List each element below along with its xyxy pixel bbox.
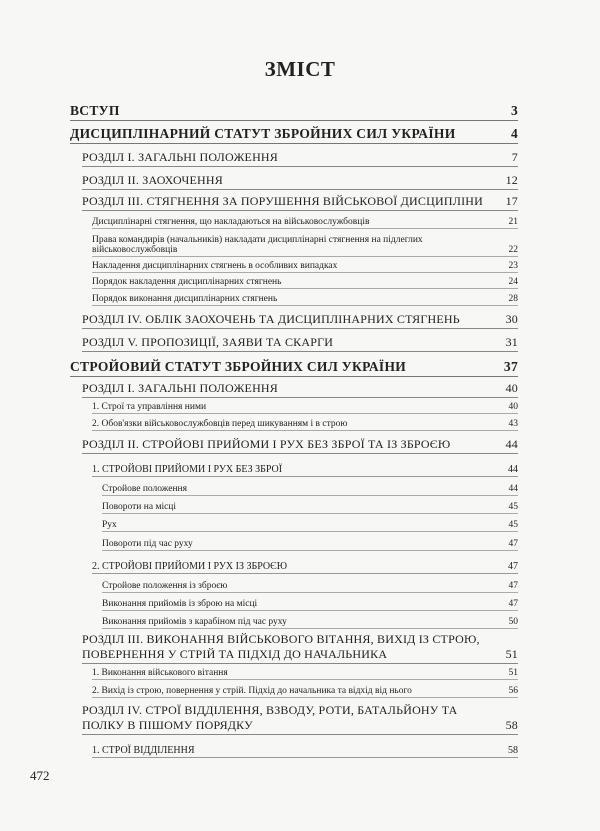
toc-entry-title: РОЗДІЛ V. ПРОПОЗИЦІЇ, ЗАЯВИ ТА СКАРГИ — [82, 335, 334, 349]
toc-entry[interactable] — [102, 611, 518, 629]
toc-entry[interactable] — [92, 229, 518, 257]
toc-entry[interactable] — [92, 664, 518, 680]
toc-entry[interactable] — [92, 551, 518, 574]
toc-entry[interactable] — [92, 289, 518, 306]
toc-entry-title: 1. Виконання військового вітання — [92, 668, 228, 678]
toc-entry-page: 47 — [508, 599, 518, 609]
toc-entry-page: 47 — [508, 581, 518, 591]
toc-entry-page: 12 — [505, 173, 518, 187]
toc-entry-page: 17 — [505, 194, 518, 208]
toc-entry[interactable] — [102, 496, 518, 514]
toc-entry[interactable] — [82, 167, 518, 190]
toc-entry[interactable] — [92, 680, 518, 698]
page-title: ЗМІСТ — [264, 57, 336, 81]
toc-entry[interactable] — [82, 698, 518, 735]
toc-entry[interactable] — [70, 121, 518, 144]
toc-entry-page: 47 — [508, 561, 518, 572]
toc-entry[interactable] — [82, 629, 518, 664]
toc-entry[interactable] — [70, 100, 518, 121]
toc-entry-title: СТРОЙОВИЙ СТАТУТ ЗБРОЙНИХ СИЛ УКРАЇНИ — [70, 359, 407, 374]
toc-entry[interactable] — [82, 306, 518, 329]
toc-entry[interactable] — [102, 532, 518, 551]
toc-entry-title: РОЗДІЛ ІІІ. ВИКОНАННЯ ВІЙСЬКОВОГО ВІТАННЯ, ВИХІД ІЗ СТРОЮ, ПОВЕРНЕННЯ У СТРІЙ ТА ПІДХІД ДО НАЧАЛЬНИКА — [82, 632, 480, 661]
toc-entry-title: Порядок виконання дисциплінарних стягнень — [92, 294, 278, 304]
toc-entry[interactable] — [102, 477, 518, 496]
toc-entry[interactable] — [82, 144, 518, 167]
toc-entry-page: 37 — [503, 359, 518, 374]
toc-entry-page: 23 — [508, 261, 518, 271]
toc-entry-title: РОЗДІЛ ІІ. ЗАОХОЧЕННЯ — [82, 173, 223, 187]
toc-entry-page: 40 — [508, 402, 518, 412]
toc-entry-page: 50 — [508, 617, 518, 627]
toc-entry-page: 58 — [505, 718, 518, 732]
toc-entry-page: 58 — [508, 745, 518, 756]
toc-entry-page: 43 — [508, 419, 518, 429]
toc-entry-title: Дисциплінарні стягнення, що накладаються на військовослужбовців — [92, 217, 370, 227]
toc-entry-page: 21 — [508, 217, 518, 227]
toc-entry[interactable] — [70, 352, 518, 377]
toc-entry[interactable] — [92, 273, 518, 289]
toc-entry[interactable] — [82, 377, 518, 398]
toc-entry-title: 2. СТРОЙОВІ ПРИЙОМИ І РУХ ІЗ ЗБРОЄЮ — [92, 561, 288, 572]
toc-entry-page: 40 — [505, 381, 518, 395]
table-of-contents — [70, 100, 518, 758]
toc-entry-page: 45 — [508, 502, 518, 512]
toc-entry-title: 2. Обов'язки військовослужбовців перед шикуванням і в строю — [92, 419, 348, 429]
toc-entry-title: Повороти під час руху — [102, 539, 193, 549]
toc-entry-page: 51 — [508, 668, 518, 678]
toc-entry-title: Стройове положення із зброєю — [102, 581, 228, 591]
toc-entry-page: 44 — [505, 437, 518, 451]
toc-entry[interactable] — [102, 593, 518, 611]
toc-entry-page: 51 — [505, 647, 518, 661]
toc-entry-title: Накладення дисциплінарних стягнень в особливих випадках — [92, 261, 338, 271]
toc-entry[interactable] — [82, 431, 518, 454]
toc-entry-title: 1. СТРОЇ ВІДДІЛЕННЯ — [92, 745, 195, 756]
toc-entry-title: РОЗДІЛ ІІ. СТРОЙОВІ ПРИЙОМИ І РУХ БЕЗ ЗБРОЇ ТА ІЗ ЗБРОЄЮ — [82, 437, 451, 451]
toc-entry[interactable] — [92, 257, 518, 273]
toc-entry-page: 56 — [508, 686, 518, 696]
toc-entry[interactable] — [82, 329, 518, 352]
toc-entry[interactable] — [92, 398, 518, 414]
toc-entry-title: 1. СТРОЙОВІ ПРИЙОМИ І РУХ БЕЗ ЗБРОЇ — [92, 464, 283, 475]
toc-entry-title: ВСТУП — [70, 103, 120, 118]
toc-entry-page: 4 — [510, 126, 518, 141]
toc-entry-page: 44 — [508, 464, 518, 475]
toc-entry-title: РОЗДІЛ IV. СТРОЇ ВІДДІЛЕННЯ, ВЗВОДУ, РОТИ, БАТАЛЬЙОНУ ТА ПОЛКУ В ПІШОМУ ПОРЯДКУ — [82, 703, 458, 732]
toc-entry-title: Виконання прийомів з карабіном під час руху — [102, 617, 287, 627]
toc-entry-page: 24 — [508, 277, 518, 287]
toc-entry-title: 2. Вихід із строю, повернення у стрій. Підхід до начальника та відхід від нього — [92, 686, 412, 696]
toc-entry[interactable] — [82, 190, 518, 211]
toc-entry[interactable] — [92, 414, 518, 431]
toc-entry-title: Повороти на місці — [102, 502, 177, 512]
toc-entry-page: 3 — [510, 103, 518, 118]
toc-entry-page: 44 — [508, 484, 518, 494]
toc-entry-page: 7 — [511, 150, 518, 164]
toc-entry-title: РОЗДІЛ IV. ОБЛІК ЗАОХОЧЕНЬ ТА ДИСЦИПЛІНАРНИХ СТЯГНЕНЬ — [82, 312, 460, 326]
toc-entry-title: РОЗДІЛ І. ЗАГАЛЬНІ ПОЛОЖЕННЯ — [82, 150, 279, 164]
toc-entry-title: Стройове положення — [102, 484, 187, 494]
toc-entry-title: ДИСЦИПЛІНАРНИЙ СТАТУТ ЗБРОЙНИХ СИЛ УКРАЇНИ — [70, 126, 456, 141]
toc-entry-title: Порядок накладення дисциплінарних стягнень — [92, 277, 282, 287]
toc-entry-title: РОЗДІЛ І. ЗАГАЛЬНІ ПОЛОЖЕННЯ — [82, 381, 279, 395]
toc-entry-page: 47 — [508, 539, 518, 549]
toc-entry[interactable] — [102, 514, 518, 532]
toc-entry-page: 31 — [505, 335, 518, 349]
page-number: 472 — [30, 768, 50, 783]
toc-entry-title: РОЗДІЛ ІІІ. СТЯГНЕННЯ ЗА ПОРУШЕННЯ ВІЙСЬКОВОЇ ДИСЦИПЛІНИ — [82, 194, 483, 208]
toc-entry[interactable] — [92, 211, 518, 229]
toc-entry[interactable] — [102, 574, 518, 593]
toc-entry-page: 28 — [508, 294, 518, 304]
toc-entry-title: Права командирів (начальників) накладати дисциплінарні стягнення на підлеглих військовослужбовців — [92, 235, 423, 255]
toc-entry-title: Виконання прийомів із зброю на місці — [102, 599, 258, 609]
toc-entry-title: Рух — [102, 520, 117, 530]
toc-entry-page: 45 — [508, 520, 518, 530]
toc-entry[interactable] — [92, 735, 518, 758]
toc-entry[interactable] — [92, 454, 518, 477]
toc-entry-page: 30 — [505, 312, 518, 326]
toc-entry-page: 22 — [508, 245, 518, 255]
toc-entry-title: 1. Строї та управління ними — [92, 402, 207, 412]
